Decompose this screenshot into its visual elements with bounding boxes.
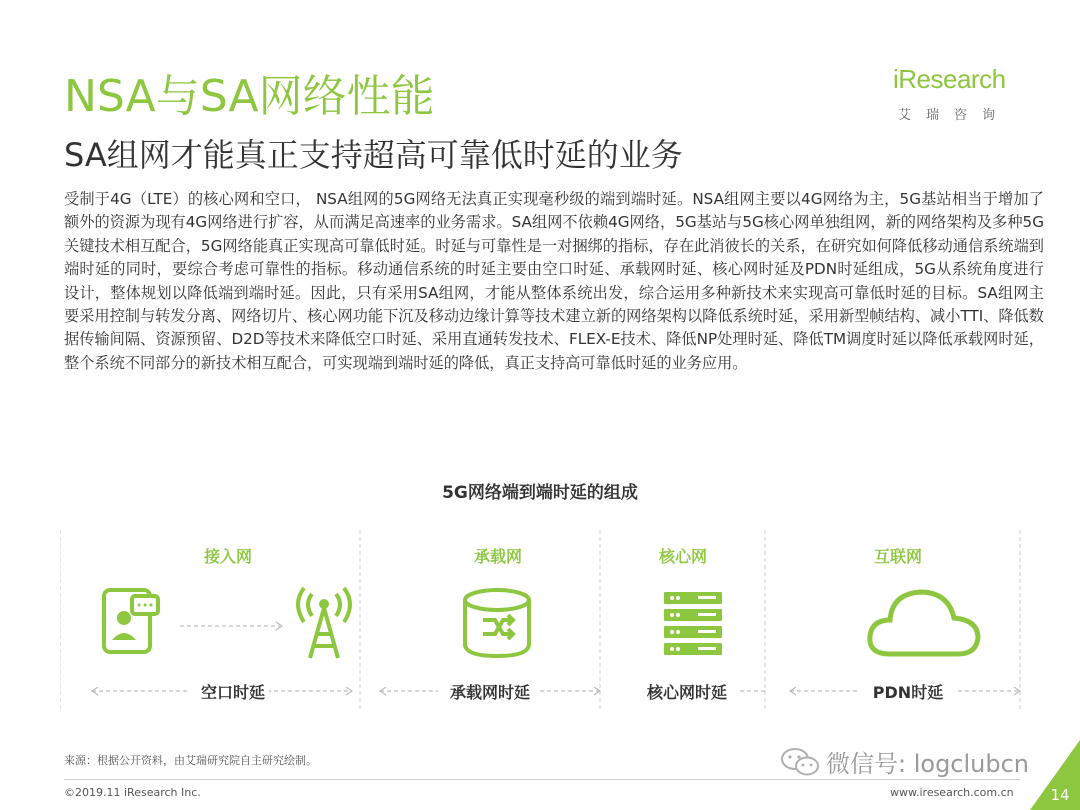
cloud-icon [870,592,978,654]
latency-diagram [60,530,1040,730]
mobile-user-icon [104,590,158,652]
latency-label-air: 空口时延 [197,680,269,703]
antenna-tower-icon [298,588,350,658]
page-title: NSA与SA网络性能 [64,71,435,122]
router-icon [465,590,529,656]
footer-divider [64,779,1020,780]
source-note: 来源：根据公开资料，由艾瑞研究院自主研究绘制。 [64,754,317,767]
server-rack-icon [664,592,722,655]
website-link[interactable]: www.iresearch.com.cn [890,786,1014,799]
latency-label-core: 核心网时延 [643,680,731,703]
copyright-text: ©2019.11 iResearch Inc. [64,786,201,799]
wechat-watermark: 微信号: logclubcn [826,750,1030,778]
page-number: 14 [1050,786,1070,804]
segment-label-access: 接入网 [203,547,253,566]
iresearch-logo [893,58,1033,128]
latency-label-bearer: 承载网时延 [446,680,534,703]
page-subtitle: SA组网才能真正支持超高可靠低时延的业务 [64,136,683,174]
logo-brand-cn: 艾瑞咨询 [898,108,1011,123]
wechat-icon [780,746,824,778]
body-paragraph: 受制于4G（LTE）的核心网和空口， NSA组网的5G网络无法真正实现毫秒级的端到端时延。NSA组网主要以4G网络为主，5G基站相当于增加了额外的资源为现有4G网络进行扩容，从而满足高速率的业务需求。SA组网不依赖4G网络，5G基站与5G核心网单独组网，新的网络架构及多种5G关键技术相互配合，5G网络能真正实现高可靠低时延。时延与可靠性是一对捆绑的指标，存在此消彼长的关系，在研究如何降低移动通信系统端到端时延的同时，要综合考虑可靠性的指标。移动通信系统的时延主要由空口时延、承载网时延、核心网时延及PDN时延组成，5G从系统角度进行设计，整体规划以降低端到端时延。因此，只有采用SA组网，才能从整体系统出发，综合运用多种新技术来实现高可靠低时延的目标。SA组网主要采用控制与转发分离、网络切片、核心网功能下沉及移动边缘计算等技术建立新的网络架构以降低系统时延，采用新型帧结构、减小TTI、降低数据传输间隔、资源预留、D2D等技术来降低空口时延、采用直通转发技术、FLEX-E技术、降低NP处理时延、降低TM调度时延以降低承载网时延，整个系统不同部分的新技术相互配合，可实现端到端时延的降低，真正支持高可靠低时延的业务应用。 [64,190,1044,372]
segment-label-bearer: 承载网 [473,547,523,566]
latency-label-pdn: PDN时延 [869,680,947,703]
segment-label-internet: 互联网 [873,547,923,566]
segment-label-core: 核心网 [658,547,708,566]
diagram-title: 5G网络端到端时延的组成 [442,483,638,503]
logo-brand: iResearch [893,64,1006,94]
